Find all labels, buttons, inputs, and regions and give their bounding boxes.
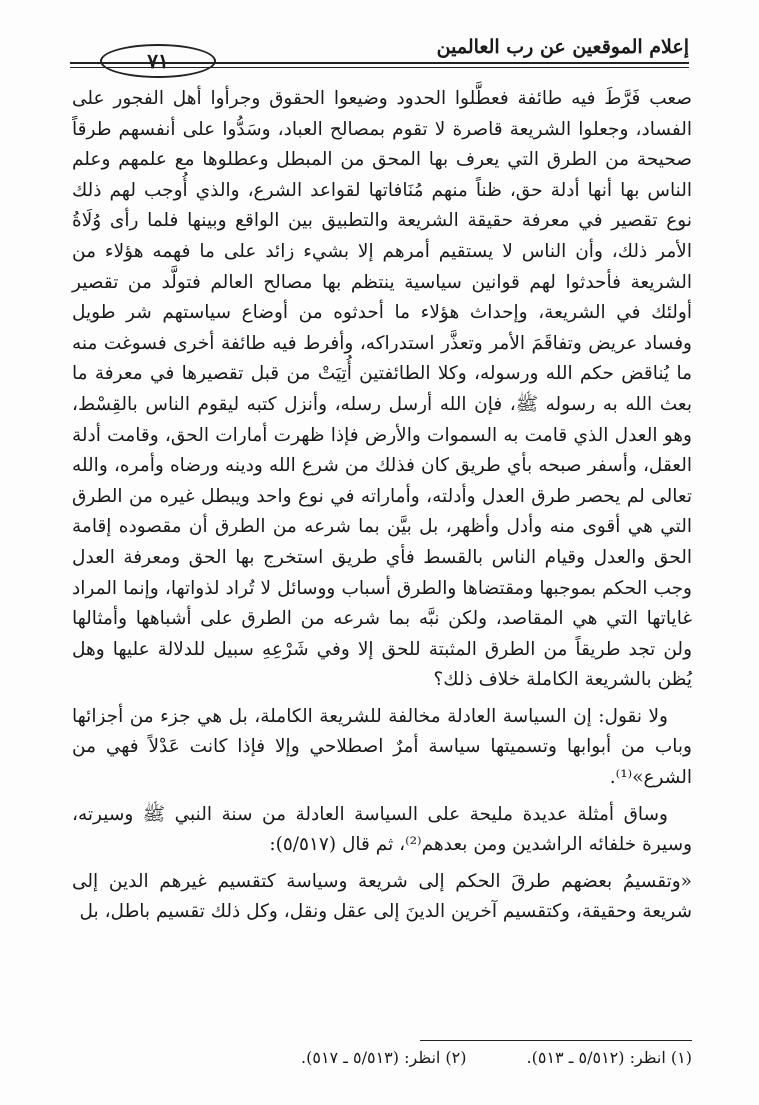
body-text <box>72 84 692 928</box>
header-rule <box>70 62 689 64</box>
footnote-2: (٢) انظر: (٥/٥١٣ ـ ٥١٧). <box>301 1048 467 1067</box>
paragraph-4: «وتقسيمُ بعضهم طرقَ الحكم إلى شريعة وسياسة كتقسيم غيرهم الدين إلى شريعة وحقيقة، وكتقسيم آخرين الدينَ إلى عقل ونقل، وكل ذلك تقسيم باطل، بل <box>72 870 692 923</box>
footnote-rule <box>420 1040 692 1041</box>
footnote-1: (١) انظر: (٥/٥١٢ ـ ٥١٣). <box>526 1048 692 1067</box>
page-number: ٧١ <box>100 44 216 78</box>
paragraph-2: ولا نقول: إن السياسة العادلة مخالفة للشريعة الكاملة، بل هي جزء من أجزائها وباب من أبوابها وتسميتها سياسة أمرٌ اصطلاحي وإلا فإذا كانت عَدْلاً فهي من الشرع»⁽¹⁾. <box>72 705 692 789</box>
running-header-title: إعلام الموقعين عن رب العالمين <box>436 36 689 58</box>
footnotes <box>72 1048 692 1067</box>
paragraph-3: وساق أمثلة عديدة مليحة على السياسة العادلة من سنة النبي ﷺ وسيرته، وسيرة خلفائه الراشدين ومن بعدهم⁽²⁾، ثم قال (٥/٥١٧): <box>72 803 692 856</box>
paragraph-1: صعب فَرَّطَ فيه طائفة فعطَّلوا الحدود وضيعوا الحقوق وجرأوا أهل الفجور على الفساد، وجعلوا الشريعة قاصرة لا تقوم بمصالح العباد، وسَدُّوا على أنفسهم طرقاً صحيحة من الطرق التي يعرف بها المحق من المبطل وعطلوها مع علمهم وعلم الناس بها أنها أدلة حق، ظناً منهم مُنَافاتها لقواعد الشرع، والذي أُوجب لهم ذلك نوع تقصير في معرفة حقيقة الشريعة والتطبيق بين الواقع وبينها فلما رأى وُلَاةُ الأمر ذلك، وأن الناس لا يستقيم أمرهم إلا بشيء زائد على ما فهمه هؤلاء من الشريعة فأحدثوا لهم قوانين سياسية ينتظم بها مصالح العالم فتولَّد من تقصير أولئك في الشريعة، وإحداث هؤلاء ما أحدثوه من أوضاع سياستهم شر طويل وفساد عريض وتفاقَمَ الأمر وتعذَّر استدراكه، وأفرط فيه طائفة أخرى فسوغت منه ما يُناقض حكم الله ورسوله، وكلا الطائفتين أُتِيَتْ من قبل تقصيرها في معرفة ما بعث الله به رسوله ﷺ، فإن الله أرسل رسله، وأنزل كتبه ليقوم الناس بالقِسْط، وهو العدل الذي قامت به السموات والأرض فإذا ظهرت أمارات الحق، وقامت أدلة العقل، وأسفر صبحه بأي طريق كان فذلك من شرع الله ودينه ورضاه وأمره، والله تعالى لم يحصر طرق العدل وأدلته، وأماراته في نوع واحد ويبطل غيره من الطرق التي هي أقوى منه وأدل وأظهر، بل بيَّن بما شرعه من الطرق أن مقصوده إقامة الحق والعدل وقيام الناس بالقسط فأي طريق استخرج بها الحق ومعرفة العدل وجب الحكم بموجبها ومقتضاها والطرق أسباب ووسائل لا تُراد لذواتها، وإنما المراد غاياتها التي هي المقاصد، ولكن نبَّه بما شرعه من الطرق على أشباهها وأمثالها ولن تجد طريقاً من الطرق المثبتة للحق إلا وفي شَرْعِهِ سبيل للدلالة عليها وهل يُظن بالشريعة الكاملة خلاف ذلك؟ <box>72 88 692 691</box>
header-rule-thin <box>70 67 689 68</box>
